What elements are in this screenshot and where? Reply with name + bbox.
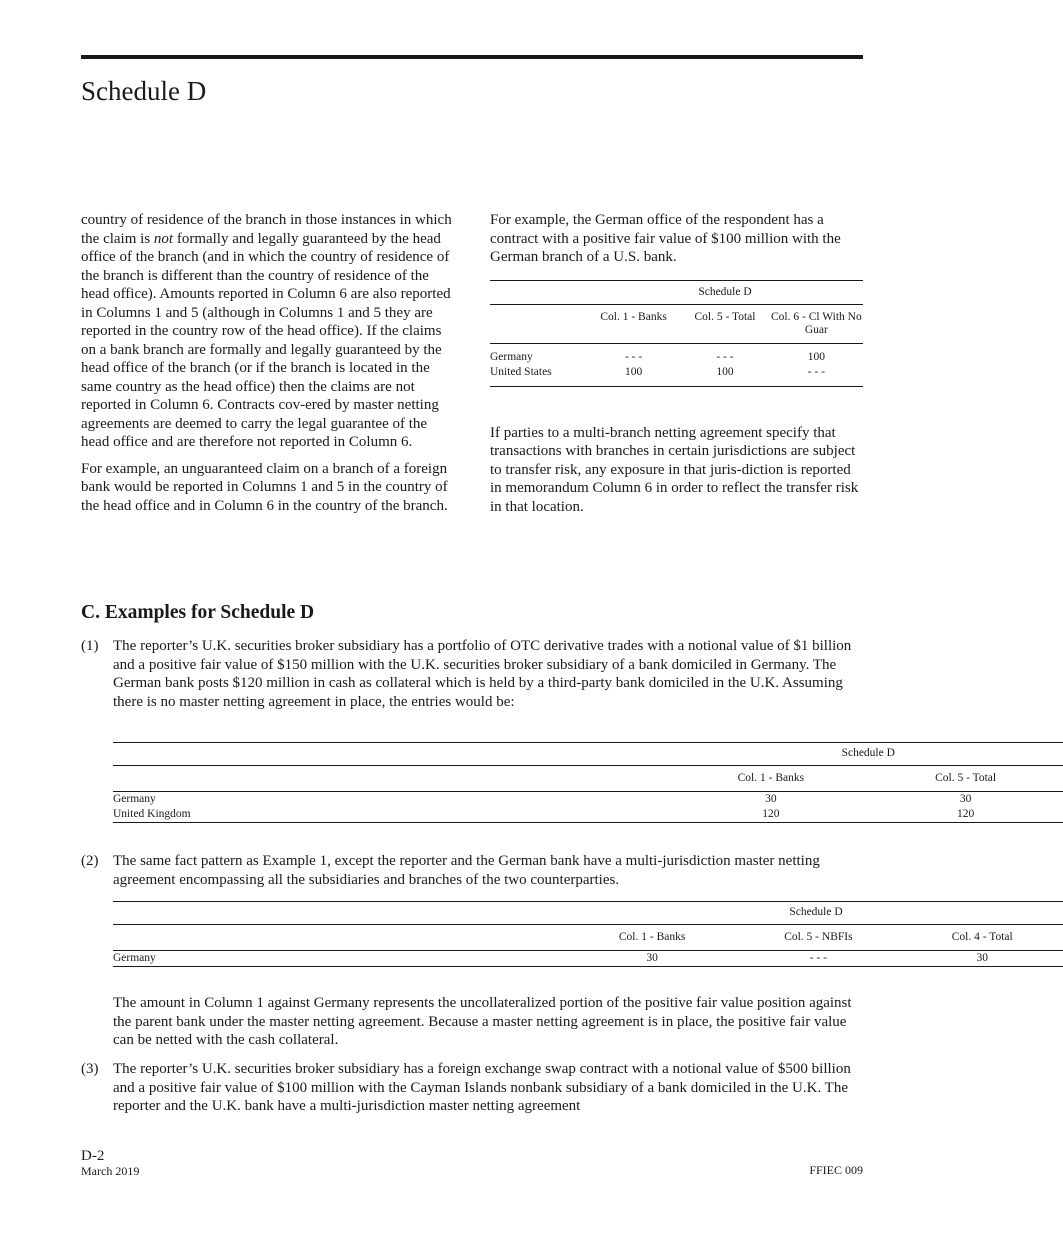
column-header: Col. 1 - Banks [569, 925, 735, 951]
header-rule [81, 55, 863, 59]
example-text: The same fact pattern as Example 1, except the reporter and the German bank have a multi-jurisdiction master netting agreement encompassing all the subsidiaries and branches of the two counterparties. [113, 853, 820, 888]
table-row [490, 365, 863, 387]
example-3 [81, 1060, 863, 1116]
table-cell: 120 [762, 808, 780, 820]
section-title: C. Examples for Schedule D [81, 602, 315, 623]
table-cell: 30 [674, 792, 869, 808]
row-label: Germany [113, 792, 674, 808]
example-marker: (1) [81, 638, 99, 654]
left-p1-text-a: country of residence of the branch in those instances in which the claim is [81, 212, 452, 247]
page-title: Schedule D [81, 76, 207, 106]
column-header: Col. 1 - Banks [587, 304, 680, 343]
example-2-note [81, 994, 863, 1050]
column-header: Col. 6 - Cl With No Guar [770, 304, 863, 343]
column-header: Col. 5 - NBFIs [735, 925, 901, 951]
table-row [113, 792, 1063, 808]
table-group-header: Schedule D [698, 285, 752, 298]
table-cell: - - - [807, 365, 825, 378]
table-cell: 30 [569, 951, 735, 967]
footer-date: March 2019 [81, 1164, 140, 1178]
right-column [490, 211, 863, 524]
column-header: Col. 5 - Total [868, 766, 1063, 792]
column-header: Col. 5 - Total [680, 304, 770, 343]
example-marker: (2) [81, 853, 99, 869]
example-1 [81, 637, 863, 711]
table-group-header: Schedule D [841, 747, 895, 759]
column-header: Col. 4 - Total [902, 925, 1063, 951]
right-paragraph-1: For example, the German office of the respondent has a contract with a positive fair value of $100 million with the German branch of a U.S. bank. [490, 212, 841, 265]
table-cell: 30 [902, 951, 1063, 967]
row-label: United Kingdom [113, 808, 191, 820]
example-text: The reporter’s U.K. securities broker subsidiary has a portfolio of OTC derivative trades with a notional value of $1 billion and a positive fair value of $150 million with the U.K. securities broker subsidiary of a bank domiciled in Germany. The German bank posts $120 million in cash as collateral which is held by a third-party bank domiciled in the U.K. Assuming there is no master netting agreement in place, the entries would be: [113, 638, 852, 710]
table-group-header: Schedule D [789, 906, 843, 918]
row-label: Germany [113, 951, 569, 967]
example-note-text: The amount in Column 1 against Germany represents the uncollateralized portion of the positive fair value position against the parent bank under the master netting agreement. Because a master netting agreement is in place, the positive fair value can be netted with the cash collateral. [113, 995, 852, 1048]
table-cell: - - - [680, 343, 770, 365]
table-cell: 100 [624, 365, 643, 378]
footer-page-number: D-2 [81, 1148, 105, 1164]
left-p1-emphasis: not [153, 230, 174, 247]
table-cell: 30 [868, 792, 1063, 808]
table-cell: 100 [770, 343, 863, 365]
table-row [113, 951, 1063, 967]
table-cell: 120 [957, 808, 975, 820]
example-text: The reporter’s U.K. securities broker subsidiary has a foreign exchange swap contract with a notional value of $500 billion and a positive fair value of $100 million with the Cayman Islands nonbank subsidiary of a bank domiciled in the U.K. The reporter and the U.K. bank have a multi-jurisdiction master netting agreement [113, 1061, 851, 1114]
row-label: Germany [490, 343, 587, 365]
right-paragraph-2: If parties to a multi-branch netting agreement specify that transactions with branches in certain jurisdictions are subject to transfer risk, any exposure in that juris-diction is reported in memorandum Column 6 in order to reflect the transfer risk in that location. [490, 424, 859, 515]
example-marker: (3) [81, 1061, 99, 1077]
table-row [113, 807, 1063, 823]
table-cell: - - - [735, 951, 901, 967]
left-column [81, 211, 456, 523]
left-paragraph-1 [81, 211, 456, 452]
example-2 [81, 852, 863, 889]
table-row [490, 343, 863, 365]
table-cell: 100 [716, 365, 734, 378]
left-paragraph-2: For example, an unguaranteed claim on a branch of a foreign bank would be reported in Columns 1 and 5 in the country of the head office and in Column 6 in the country of the branch. [81, 460, 448, 514]
left-p1-text-b: formally and legally guaranteed by the head office of the branch (and in which the country of residence of the branch is different than the country of residence of the head office). Amounts reported in Column 6 are also reported in Columns 1 and 5 (although in Columns 1 and 5 they are reported in the country row of the head office). If the claims on a bank branch are formally and legally guaranteed by the head office of the branch (or if the branch is located in the same country as the head office) then the claims are not reported in Column 6. Contracts cov-ered by master netting agreements are deemed to carry the legal guarantee of the head office and are therefore not reported in Column 6. [81, 230, 451, 450]
row-label: United States [490, 365, 552, 378]
footer-left [81, 1148, 139, 1178]
example-2-table [113, 901, 1063, 967]
table-cell: - - - [587, 343, 680, 365]
column-header: Col. 1 - Banks [674, 766, 869, 792]
schedule-d-table-branch [490, 280, 863, 387]
footer-form-id: FFIEC 009 [809, 1163, 863, 1177]
example-1-table [113, 742, 1063, 823]
